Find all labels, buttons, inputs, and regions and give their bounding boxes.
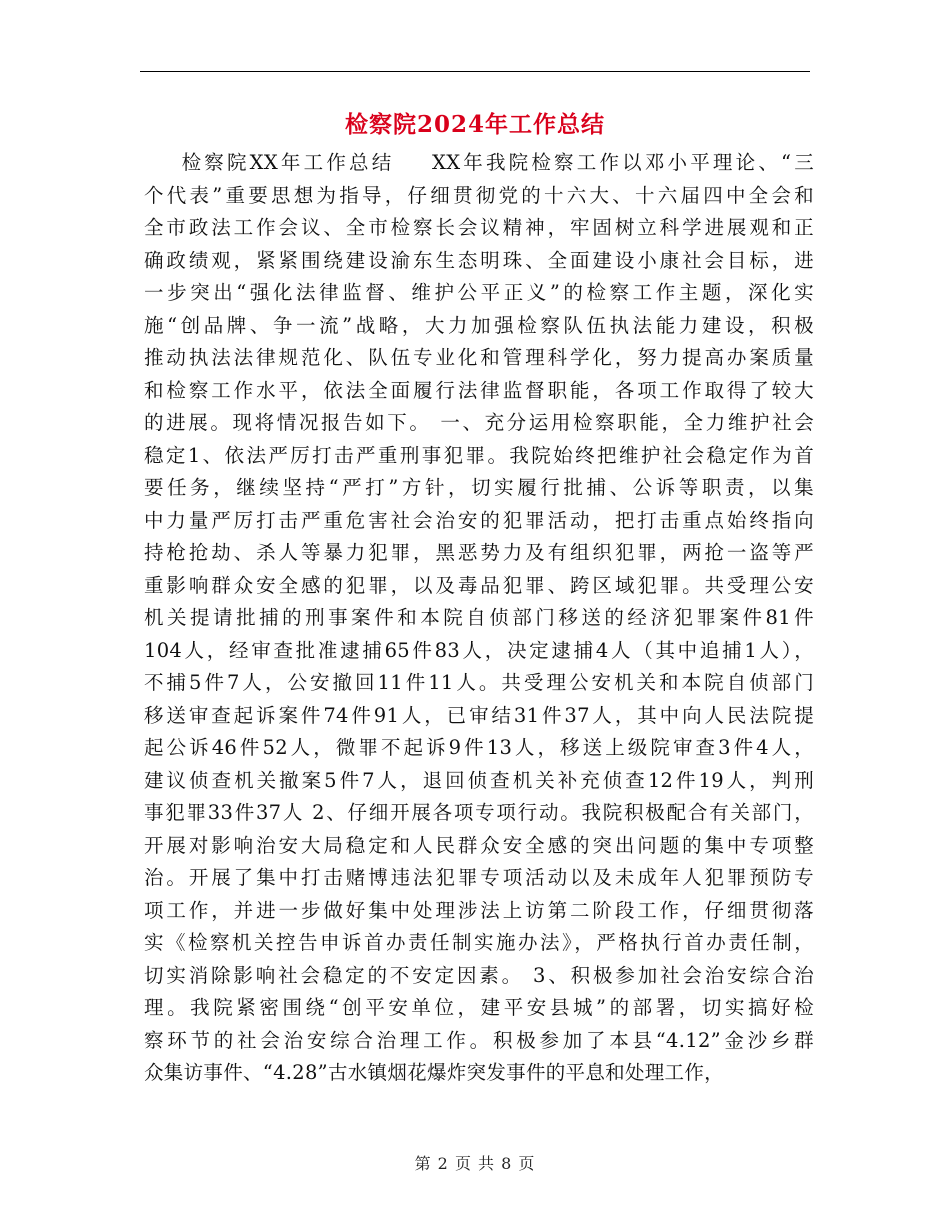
paragraph-line: 中力量严厉打击严重危害社会治安的犯罪活动，把打击重点始终指向 xyxy=(144,508,814,532)
page-number: 第 2 页 共 8 页 xyxy=(414,1154,536,1173)
header-rule xyxy=(140,71,810,72)
paragraph-line: 持枪抢劫、杀人等暴力犯罪，黑恶势力及有组织犯罪，两抢一盗等严 xyxy=(144,541,814,564)
document-title: 检察院2024年工作总结 xyxy=(344,111,605,138)
paragraph-line: 个代表”重要思想为指导，仔细贯彻党的十六大、十六届四中全会和 xyxy=(144,183,814,207)
paragraph-line: 104人，经审查批准逮捕65件83人，决定逮捕4人（其中追捕1人）， xyxy=(144,638,814,662)
paragraph-line: 众集访事件、“4.28”古水镇烟花爆炸突发事件的平息和处理工作， xyxy=(144,1061,724,1084)
paragraph-line: 的进展。现将情况报告如下。 一、充分运用检察职能，全力维护社会 xyxy=(144,411,814,434)
paragraph-line: 检察院XX年工作总结 XX年我院检察工作以邓小平理论、“三 xyxy=(144,151,814,174)
paragraph-line: 不捕5件7人，公安撤回11件11人。共受理公安机关和本院自侦部门 xyxy=(144,671,814,694)
paragraph-line: 确政绩观，紧紧围绕建设渝东生态明珠、全面建设小康社会目标，进 xyxy=(144,248,814,272)
paragraph-line: 起公诉46件52人，微罪不起诉9件13人，移送上级院审查3件4人， xyxy=(144,736,814,759)
paragraph-line: 项工作，并进一步做好集中处理涉法上访第二阶段工作，仔细贯彻落 xyxy=(144,898,814,922)
paragraph-line: 一步突出“强化法律监督、维护公平正义”的检察工作主题，深化实 xyxy=(144,281,814,304)
paragraph-line: 和检察工作水平，依法全面履行法律监督职能，各项工作取得了较大 xyxy=(144,378,814,402)
paragraph-line: 重影响群众安全感的犯罪，以及毒品犯罪、跨区域犯罪。共受理公安 xyxy=(144,573,814,597)
paragraph-line: 移送审查起诉案件74件91人，已审结31件37人，其中向人民法院提 xyxy=(144,703,814,727)
paragraph-line: 机关提请批捕的刑事案件和本院自侦部门移送的经济犯罪案件81件 xyxy=(144,606,814,629)
paragraph-line: 事犯罪33件37人 2、仔细开展各项专项行动。我院积极配合有关部门， xyxy=(144,801,814,824)
paragraph-line: 全市政法工作会议、全市检察长会议精神，牢固树立科学进展观和正 xyxy=(144,216,814,239)
paragraph-line: 理。我院紧密围绕“创平安单位，建平安县城”的部署，切实搞好检 xyxy=(144,996,814,1019)
paragraph-line: 切实消除影响社会稳定的不安定因素。 3、积极参加社会治安综合治 xyxy=(144,963,814,987)
paragraph-line: 察环节的社会治安综合治理工作。积极参加了本县“4.12”金沙乡群 xyxy=(144,1028,814,1052)
paragraph-line: 开展对影响治安大局稳定和人民群众安全感的突出问题的集中专项整 xyxy=(144,833,814,857)
paragraph-line: 推动执法法律规范化、队伍专业化和管理科学化，努力提高办案质量 xyxy=(144,346,814,369)
paragraph-line: 要任务，继续坚持“严打”方针，切实履行批捕、公诉等职责，以集 xyxy=(144,476,814,499)
document-body xyxy=(144,147,814,1090)
paragraph-line: 实《检察机关控告申诉首办责任制实施办法》，严格执行首办责任制， xyxy=(144,931,814,954)
paragraph-line: 建议侦查机关撤案5件7人，退回侦查机关补充侦查12件19人，判刑 xyxy=(144,768,814,792)
paragraph-line: 治。开展了集中打击赌博违法犯罪专项活动以及未成年人犯罪预防专 xyxy=(144,866,814,889)
paragraph-line: 稳定1、依法严厉打击严重刑事犯罪。我院始终把维护社会稳定作为首 xyxy=(144,443,814,467)
paragraph-line: 施“创品牌、争一流”战略，大力加强检察队伍执法能力建设，积极 xyxy=(144,313,814,337)
